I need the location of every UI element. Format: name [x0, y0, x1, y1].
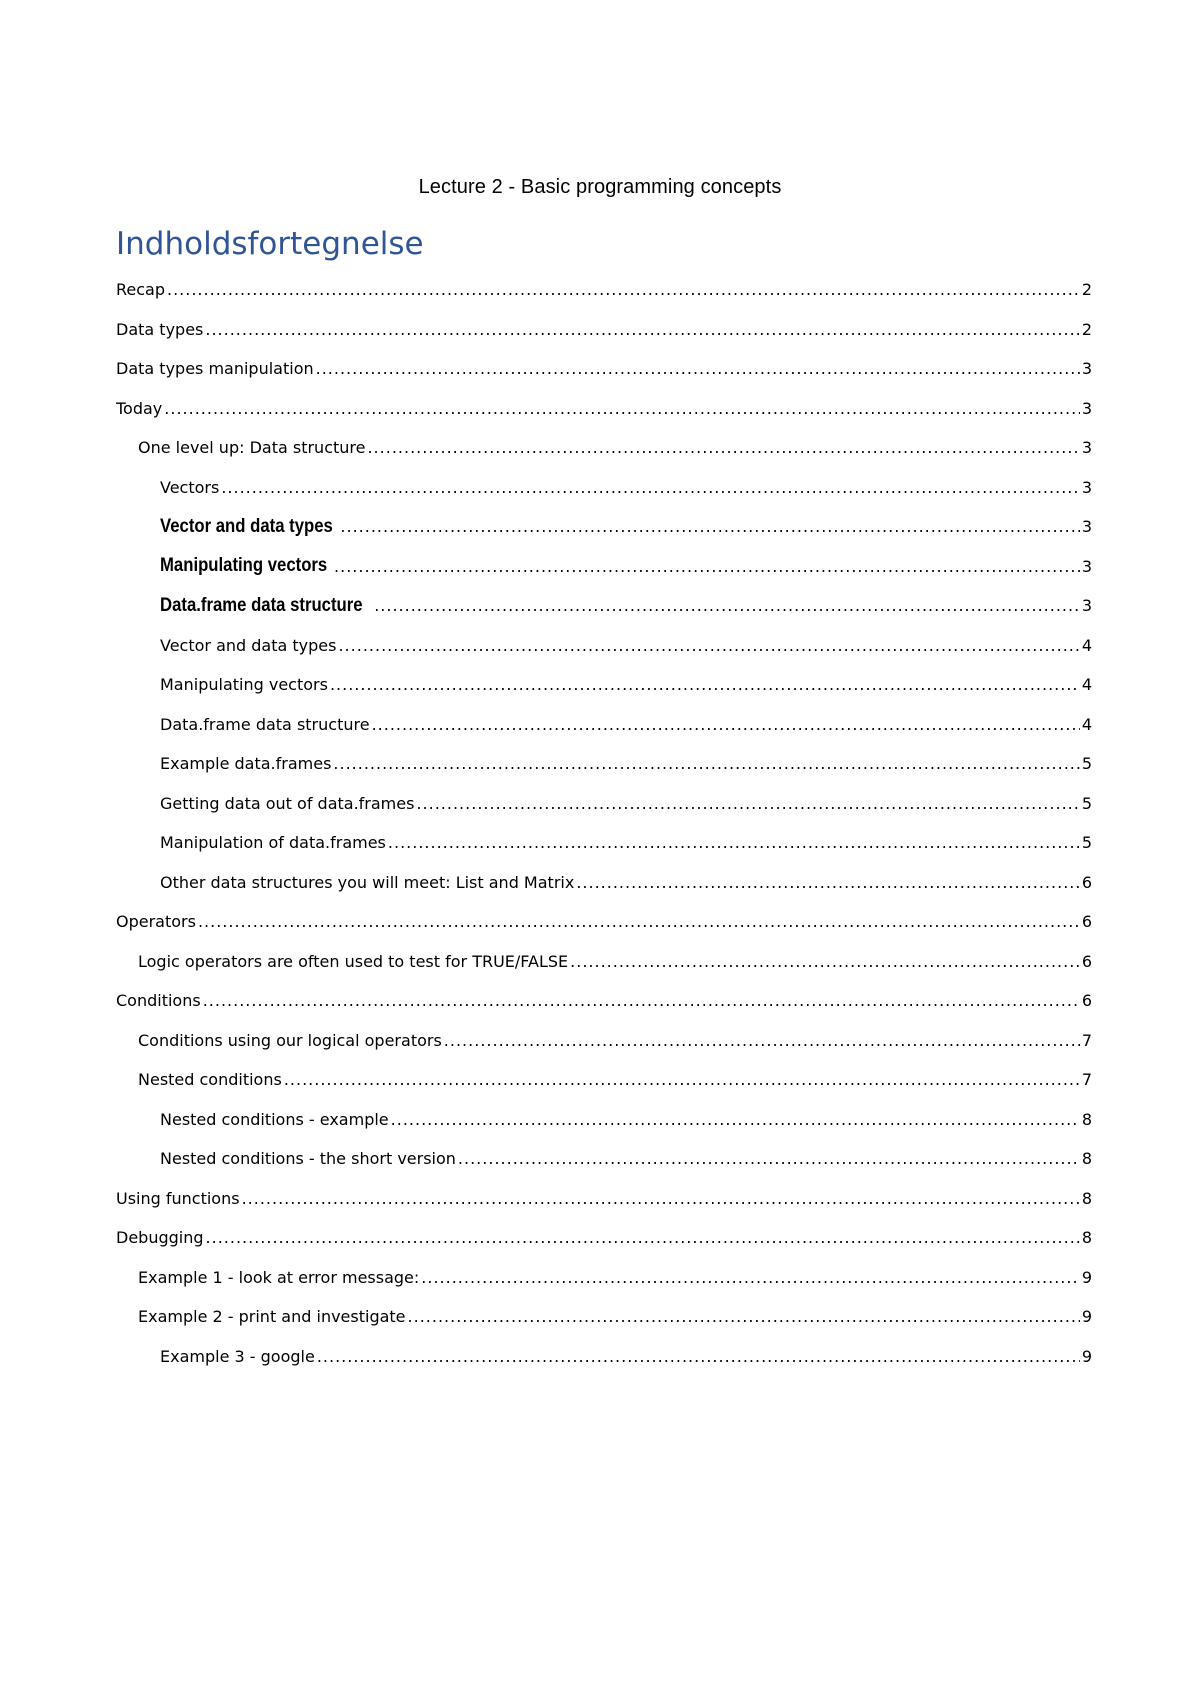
toc-entry-label: Nested conditions - the short version: [160, 1149, 456, 1169]
toc-page-number: 6: [1081, 912, 1092, 932]
toc-page-number: 3: [1081, 438, 1092, 458]
toc-page-number: 6: [1081, 991, 1092, 1011]
toc-entry-label: Vectors: [160, 477, 220, 497]
toc-page-number: 4: [1081, 675, 1092, 695]
toc-leader-dots: [198, 912, 1080, 931]
toc-entry[interactable]: [116, 1258, 1092, 1298]
toc-entry-label: Debugging: [116, 1228, 204, 1248]
toc-entry[interactable]: [116, 1021, 1092, 1061]
toc-leader-dots: [570, 952, 1080, 971]
toc-leader-dots: [316, 359, 1080, 378]
toc-page-number: 5: [1081, 833, 1092, 853]
toc-entry[interactable]: [116, 1337, 1092, 1377]
toc-leader-dots: [221, 478, 1079, 497]
toc-page-number: 8: [1081, 1228, 1092, 1248]
toc-entry-label: Manipulating vectors: [160, 555, 328, 577]
toc-entry[interactable]: [116, 981, 1092, 1021]
toc-leader-dots: [421, 1268, 1080, 1287]
toc-heading: Indholdsfortegnelse: [116, 226, 424, 262]
toc-page-number: 3: [1081, 596, 1092, 616]
toc-page-number: 3: [1081, 398, 1092, 418]
toc-entry[interactable]: [116, 507, 1092, 547]
toc-leader-dots: [374, 596, 1080, 615]
toc-page-number: 9: [1081, 1267, 1092, 1287]
toc-page-number: 9: [1081, 1346, 1092, 1366]
toc-page-number: 9: [1081, 1307, 1092, 1327]
toc-entry-label: Data types: [116, 319, 204, 339]
toc-entry[interactable]: [116, 863, 1092, 903]
toc-page-number: 8: [1081, 1188, 1092, 1208]
toc-page-number: 3: [1081, 359, 1092, 379]
toc-entry[interactable]: [116, 1218, 1092, 1258]
toc-leader-dots: [388, 833, 1080, 852]
table-of-contents: [116, 270, 1092, 1376]
toc-entry-label: Operators: [116, 912, 196, 932]
toc-entry[interactable]: [116, 1060, 1092, 1100]
toc-entry-label: Example 2 - print and investigate: [138, 1307, 406, 1327]
toc-leader-dots: [458, 1149, 1080, 1168]
toc-entry-label: Conditions: [116, 991, 201, 1011]
toc-leader-dots: [367, 438, 1079, 457]
toc-leader-dots: [444, 1031, 1080, 1050]
toc-leader-dots: [333, 754, 1079, 773]
toc-entry[interactable]: [116, 389, 1092, 429]
toc-leader-dots: [576, 873, 1080, 892]
document-title: Lecture 2 - Basic programming concepts: [418, 176, 782, 198]
toc-page-number: 3: [1081, 477, 1092, 497]
toc-entry[interactable]: [116, 784, 1092, 824]
toc-entry-label: Using functions: [116, 1188, 240, 1208]
toc-leader-dots: [167, 280, 1080, 299]
toc-page-number: 4: [1081, 714, 1092, 734]
toc-leader-dots: [330, 675, 1080, 694]
toc-entry-label: Example 3 - google: [160, 1346, 315, 1366]
toc-entry-label: Manipulating vectors: [160, 675, 328, 695]
toc-entry[interactable]: [116, 270, 1092, 310]
toc-entry[interactable]: [116, 310, 1092, 350]
toc-entry-label: Example 1 - look at error message:: [138, 1267, 420, 1287]
toc-entry-label: Today: [116, 398, 163, 418]
toc-entry-label: Nested conditions - example: [160, 1109, 389, 1129]
toc-page-number: 4: [1081, 635, 1092, 655]
toc-entry-label: Other data structures you will meet: List and Matrix: [160, 872, 575, 892]
toc-entry[interactable]: [116, 349, 1092, 389]
toc-leader-dots: [408, 1307, 1080, 1326]
toc-entry[interactable]: [116, 705, 1092, 745]
toc-entry-label: One level up: Data structure: [138, 438, 366, 458]
toc-page-number: 3: [1081, 556, 1092, 576]
toc-entry[interactable]: [116, 1179, 1092, 1219]
toc-page-number: 6: [1081, 951, 1092, 971]
toc-entry[interactable]: [116, 823, 1092, 863]
toc-leader-dots: [206, 1228, 1080, 1247]
toc-entry-label: Data.frame data structure: [160, 714, 370, 734]
toc-page-number: 8: [1081, 1149, 1092, 1169]
toc-entry-label: Recap: [116, 280, 165, 300]
toc-leader-dots: [334, 557, 1080, 576]
toc-entry[interactable]: [116, 942, 1092, 982]
toc-entry[interactable]: [116, 1139, 1092, 1179]
toc-entry[interactable]: [116, 1100, 1092, 1140]
toc-page-number: 7: [1081, 1070, 1092, 1090]
toc-entry-label: Logic operators are often used to test for TRUE/FALSE: [138, 951, 569, 971]
toc-leader-dots: [205, 320, 1079, 339]
toc-leader-dots: [416, 794, 1079, 813]
toc-page-number: 5: [1081, 754, 1092, 774]
toc-entry-label: Vector and data types: [160, 515, 333, 537]
toc-leader-dots: [317, 1347, 1080, 1366]
toc-entry[interactable]: [116, 428, 1092, 468]
toc-entry-label: Manipulation of data.frames: [160, 833, 386, 853]
toc-entry[interactable]: [116, 744, 1092, 784]
toc-entry[interactable]: [116, 468, 1092, 508]
toc-page-number: 2: [1081, 280, 1092, 300]
toc-page-number: 5: [1081, 793, 1092, 813]
toc-page-number: 2: [1081, 319, 1092, 339]
toc-entry[interactable]: [116, 902, 1092, 942]
toc-entry-label: Conditions using our logical operators: [138, 1030, 442, 1050]
toc-leader-dots: [242, 1189, 1080, 1208]
toc-entry-label: Getting data out of data.frames: [160, 793, 415, 813]
toc-entry-label: Nested conditions: [138, 1070, 282, 1090]
toc-entry[interactable]: [116, 547, 1092, 587]
toc-entry-label: Example data.frames: [160, 754, 332, 774]
toc-leader-dots: [284, 1070, 1080, 1089]
toc-entry[interactable]: [116, 1297, 1092, 1337]
toc-page-number: 3: [1081, 517, 1092, 537]
toc-entry[interactable]: [116, 586, 1092, 626]
toc-page-number: 7: [1081, 1030, 1092, 1050]
toc-leader-dots: [391, 1110, 1080, 1129]
toc-entry-label: Data.frame data structure: [160, 594, 363, 616]
toc-entry[interactable]: [116, 626, 1092, 666]
toc-leader-dots: [338, 636, 1079, 655]
toc-entry-label: Data types manipulation: [116, 359, 314, 379]
toc-page-number: 8: [1081, 1109, 1092, 1129]
toc-leader-dots: [372, 715, 1080, 734]
toc-entry[interactable]: [116, 665, 1092, 705]
toc-leader-dots: [203, 991, 1080, 1010]
toc-leader-dots: [340, 517, 1079, 536]
toc-page-number: 6: [1081, 872, 1092, 892]
toc-entry-label: Vector and data types: [160, 635, 337, 655]
toc-leader-dots: [164, 399, 1080, 418]
